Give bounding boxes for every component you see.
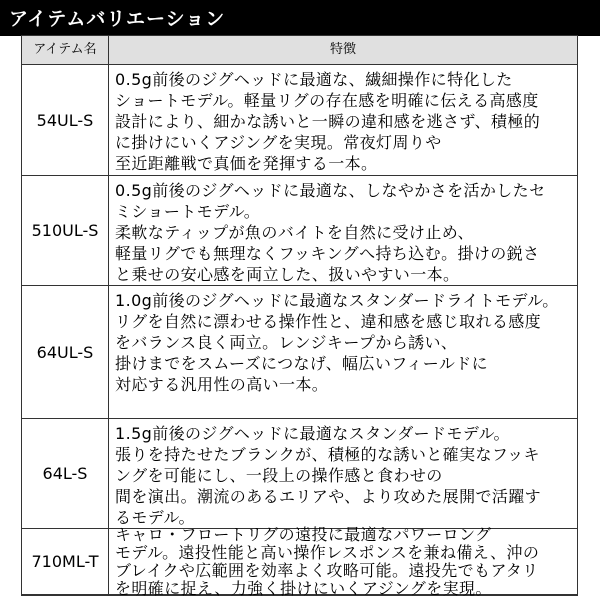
description-line: 対応する汎用性の高い一本。	[115, 375, 329, 394]
item-name: 510UL-S	[31, 221, 99, 240]
item-name: 64L-S	[42, 464, 88, 483]
section-title: アイテムバリエーション	[9, 8, 226, 30]
description-line: 1.0g前後のジグヘッドに最適なスタンダードライトモデル。	[115, 291, 559, 310]
description-line: ブレイクや広範囲を効率よく攻略可能。遠投先でもアタリ	[115, 561, 539, 580]
description-line: を明確に捉え、力強く掛けにいくアジングを実現。	[115, 579, 492, 598]
item-name: 710ML-T	[31, 552, 99, 571]
description-line: 間を演出。潮流のあるエリアや、より攻めた展開で活躍す	[115, 487, 542, 506]
description-line: に掛けにいくアジングを実現。常夜灯周りや	[115, 133, 442, 152]
description-line: 1.5g前後のジグヘッドに最適なスタンダードモデル。	[115, 424, 510, 443]
column-header-features: 特徴	[329, 42, 356, 57]
description-line: 0.5g前後のジグヘッドに最適な、しなやかさを活かしたセ	[115, 181, 546, 200]
description-line: 0.5g前後のジグヘッドに最適な、繊細操作に特化した	[115, 70, 513, 89]
item-description	[115, 526, 573, 598]
description-line: 柔軟なティップが魚のバイトを自然に受け止め、	[115, 223, 474, 242]
description-line: 掛けまでをスムーズにつなげ、幅広いフィールドに	[115, 354, 489, 373]
description-line: リグを自然に漂わせる操作性と、違和感を感じ取れる感度	[115, 312, 542, 331]
description-line: モデル。遠投性能と高い操作レスポンスを兼ね備え、沖の	[115, 543, 540, 562]
item-description	[115, 423, 573, 528]
item-description	[115, 180, 573, 285]
description-line: 軽量リグでも無理なくフッキングへ持ち込む。掛けの鋭さ	[115, 244, 540, 263]
section-header	[0, 0, 600, 36]
table-row	[22, 286, 577, 419]
description-line: 至近距離戦で真価を発揮する一本。	[115, 154, 378, 173]
table-row	[22, 419, 577, 529]
table-row	[22, 525, 577, 598]
item-variation-table	[21, 35, 578, 596]
table-header-row	[22, 36, 577, 65]
description-line: ショートモデル。軽量リグの存在感を明確に伝える高感度	[115, 91, 539, 110]
description-line: ングを可能にし、一段上の操作感と食わせの	[115, 466, 443, 485]
description-line: をバランス良く両立。レンジキープから誘い、	[115, 333, 458, 352]
column-header-item-name: アイテム名	[33, 42, 97, 57]
item-name: 54UL-S	[36, 110, 94, 130]
description-line: ミショートモデル。	[115, 202, 261, 221]
description-line: キャロ・フロートリグの遠投に最適なパワーロング	[115, 525, 492, 544]
description-line: 設計により、細かな誘いと一瞬の違和感を逃さず、積極的	[115, 112, 541, 131]
item-name: 64UL-S	[36, 342, 94, 362]
description-line: 張りを持たせたブランクが、積極的な誘いと確実なフッキ	[115, 445, 540, 464]
table-row	[22, 65, 577, 176]
column-divider	[108, 36, 109, 595]
item-description	[115, 290, 573, 395]
description-line: と乗せの安心感を両立した、扱いやすい一本。	[115, 265, 460, 284]
table-row	[22, 176, 577, 286]
item-description	[115, 69, 573, 174]
description-line: るモデル。	[115, 508, 195, 527]
